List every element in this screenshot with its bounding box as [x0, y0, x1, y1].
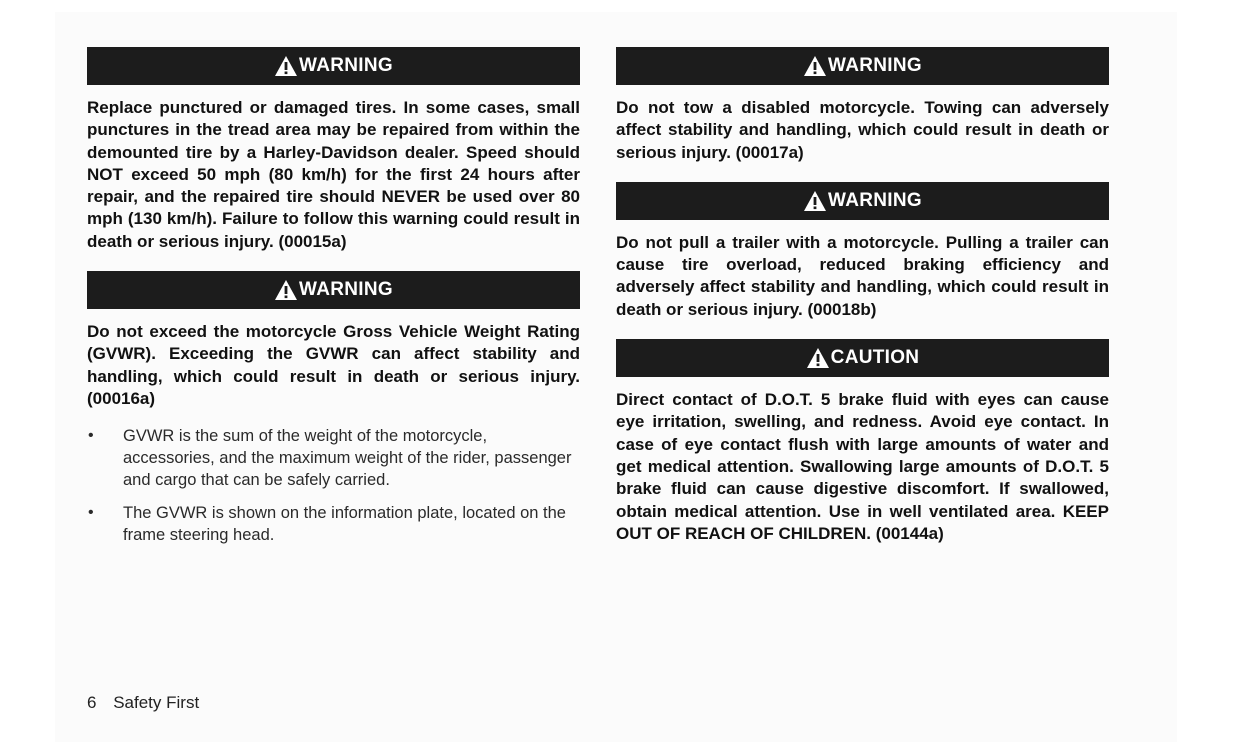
caution-banner [616, 339, 1109, 377]
bullet-text: GVWR is the sum of the weight of the motorcycle, accessories, and the maximum weight of the rider, passenger and cargo that can be safely carried. [123, 427, 572, 490]
warning-text-tow: Do not tow a disabled motorcycle. Towing can adversely affect stability and handling, which could result in death or serious injury. (00017a) [616, 98, 1109, 162]
warning-triangle-icon [803, 55, 827, 77]
warning-banner-label: WARNING [299, 279, 393, 301]
caution-banner-label: CAUTION [830, 347, 920, 369]
page-number: 6 [87, 693, 97, 712]
list-item [87, 502, 580, 546]
bullet-text: The GVWR is shown on the information plate, located on the frame steering head. [123, 504, 566, 545]
warning-text-gvwr: Do not exceed the motorcycle Gross Vehicle Weight Rating (GVWR). Exceeding the GVWR can affect stability and handling, which could result in death or serious injury. (00016a) [87, 322, 580, 408]
warning-text-tires: Replace punctured or damaged tires. In some cases, small punctures in the tread area may be repaired from within the demounted tire by a Harley-Davidson dealer. Speed should NOT exceed 50 mph (80 km/h) for the first 24 hours after repair, and the repaired tire should NEVER be used over 80 mph (130 km/h). Failure to follow this warning could result in death or serious injury. (00015a) [87, 98, 580, 251]
warning-triangle-icon [806, 347, 830, 369]
warning-triangle-icon [274, 55, 298, 77]
warning-banner [87, 271, 580, 309]
warning-banner [87, 47, 580, 85]
warning-triangle-icon [274, 279, 298, 301]
bullet-icon: • [88, 504, 94, 522]
bullet-icon: • [88, 427, 94, 445]
warning-banner-label: WARNING [299, 55, 393, 76]
list-item [87, 425, 580, 491]
section-title: Safety First [113, 693, 200, 712]
caution-text-brake-fluid: Direct contact of D.O.T. 5 brake fluid with eyes can cause eye irritation, swelling, and redness. Avoid eye contact. In case of eye contact flush with large amounts of water and get medical attention. Swallowing large amounts of D.O.T. 5 brake fluid can cause digestive discomfort. If swallowed, obtain medical attention. Use in well ventilated area. KEEP OUT OF REACH OF CHILDREN. (00144a) [616, 390, 1109, 543]
warning-banner [616, 182, 1109, 220]
page-footer [87, 693, 199, 713]
warning-banner-label: WARNING [828, 55, 922, 76]
gvwr-bullet-list [87, 425, 580, 546]
warning-text-trailer: Do not pull a trailer with a motorcycle. Pulling a trailer can cause tire overload, reduced braking efficiency and adversely affect stability and handling, which could result in death or serious injury. (00018b) [616, 232, 1109, 319]
right-column [616, 47, 1109, 545]
warning-banner [616, 47, 1109, 85]
warning-banner-label: WARNING [828, 189, 922, 211]
warning-triangle-icon [803, 190, 827, 212]
left-column [87, 47, 580, 557]
